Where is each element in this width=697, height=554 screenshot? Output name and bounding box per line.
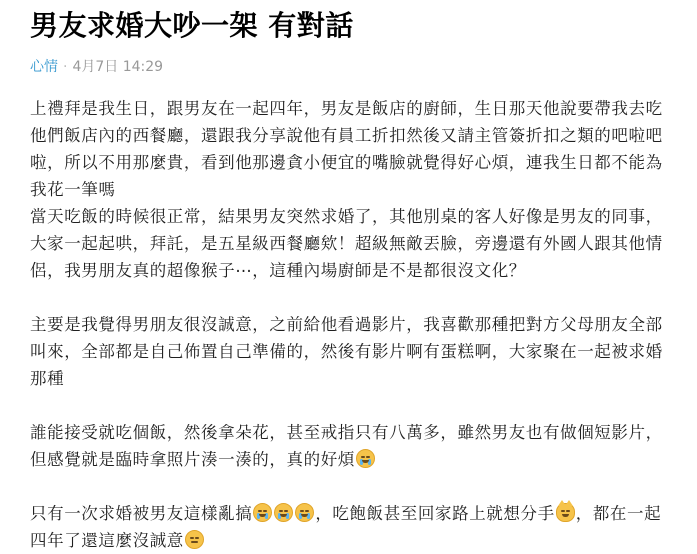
paragraph-1: 上禮拜是我生日，跟男友在一起四年，男友是飯店的廚師，生日那天他說要帶我去吃他們飯店內的西餐廳，還跟我分享說他有員工折扣然後又請主管簽折扣之類的吧啦吧啦，所以不用那麼貴，看到他那邊貪小便宜的嘴臉就覺得好心煩，連我生日都不能為我花一筆嗎 (30, 99, 663, 199)
pensive-face-emoji (185, 530, 204, 549)
crying-face-emoji (253, 503, 272, 522)
blank-line (30, 392, 670, 419)
blank-line (30, 473, 670, 500)
post-title: 男友求婚大吵一架 有對話 (30, 9, 354, 42)
post-container (30, 0, 670, 554)
paragraph-4-text: 誰能接受就吃個飯，然後拿朵花，甚至戒指只有八萬多，雖然男友也有做個短影片，但感覺就是臨時拿照片湊一湊的，真的好煩 (30, 423, 663, 469)
crying-face-emoji (295, 503, 314, 522)
weary-cat-emoji (556, 503, 575, 522)
paragraph-3: 主要是我覺得男朋友很沒誠意，之前給他看過影片，我喜歡那種把對方父母朋友全部叫來，全部都是自己佈置自己準備的，然後有影片啊有蛋糕啊，大家聚在一起被求婚那種 (30, 315, 663, 388)
post-date: 4月7日 14:29 (72, 59, 164, 75)
post-content (30, 95, 670, 554)
paragraph-2: 當天吃飯的時候很正常，結果男友突然求婚了，其他別桌的客人好像是男友的同事，大家一起起哄，拜託，是五星級西餐廳欸！超級無敵丟臉，旁邊還有外國人跟其他情侶，我男朋友真的超像猴子⋯，這種內場廚師是不是都很沒文化？ (30, 207, 663, 280)
post-meta (30, 58, 670, 76)
crying-face-emoji (356, 449, 375, 468)
blank-line (30, 284, 670, 311)
paragraph-5 (30, 500, 670, 554)
paragraph-5-text-a: 只有一次求婚被男友這樣亂搞 (30, 504, 253, 523)
board-link[interactable]: 心情 (30, 59, 58, 75)
paragraph-5-text-b: ，吃飽飯甚至回家路上就想分手 (315, 504, 555, 523)
paragraph-4 (30, 419, 670, 473)
paragraph-5-text-c: ，都在一起四年了還這麼沒誠意 (30, 504, 662, 550)
meta-separator: · (63, 59, 68, 75)
crying-face-emoji (274, 503, 293, 522)
